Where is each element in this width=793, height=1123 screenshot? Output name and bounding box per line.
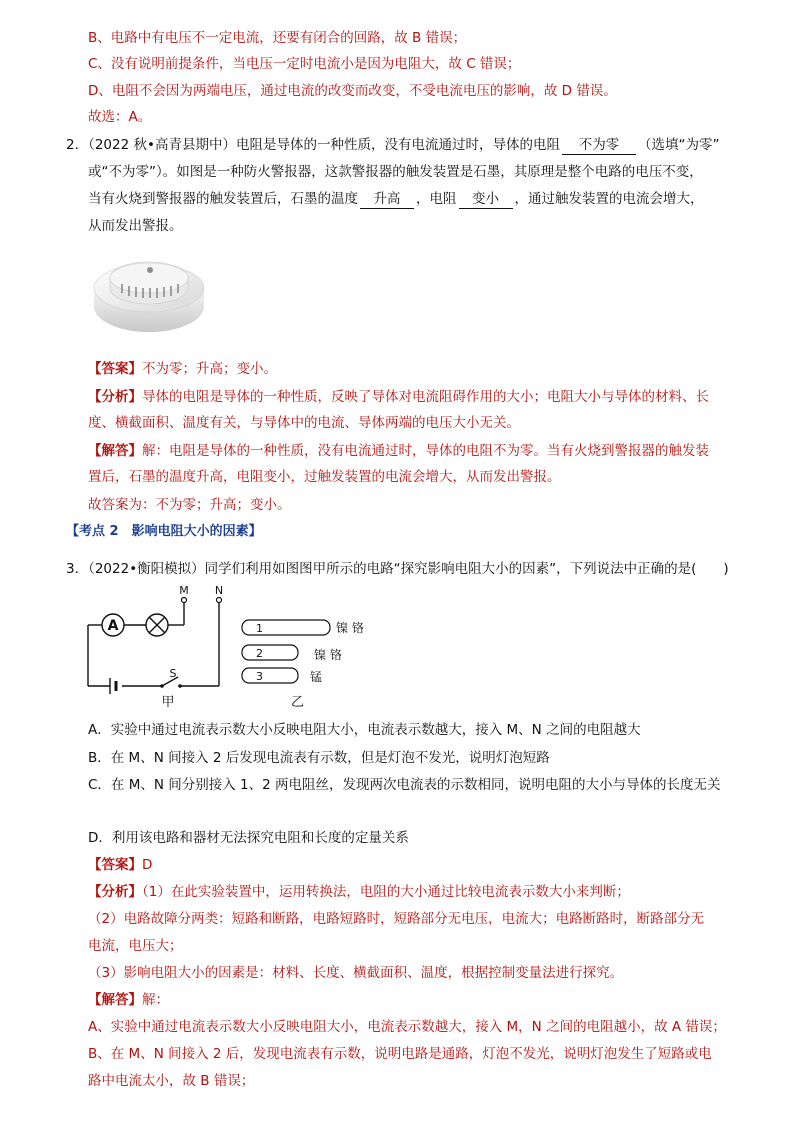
- q3-analysis-line3: 电流，电压大；: [88, 938, 183, 954]
- q2-answer-tag: 【答案】: [88, 361, 142, 377]
- q3-analysis-line4: （3）影响电阻大小的因素是：材料、长度、横截面积、温度，根据控制变量法进行探究。: [88, 965, 624, 981]
- q2-stem-line3: [88, 190, 704, 209]
- q2-analysis-line1: [88, 388, 709, 406]
- q2-stem-line3-mid: ，电阻: [416, 191, 457, 207]
- q3-answer-text: D: [142, 857, 153, 873]
- ammeter-label: A: [107, 618, 119, 634]
- q2-stem-line2: 或“不为零”）。如图是一种防火警报器，这款警报器的触发装置是石墨，其原理是整个电路的电压不变，: [88, 164, 703, 180]
- figure-yi-label: 乙: [291, 695, 305, 710]
- q2-solution-tag: 【解答】: [88, 443, 142, 459]
- q3-analysis-line1: [88, 883, 630, 901]
- q2-stem-line1: [66, 136, 719, 155]
- q3-solution-b2: 路中电流太小，故 B 错误；: [88, 1073, 255, 1089]
- q3-solution-tag: 【解答】: [88, 992, 142, 1008]
- solution-select: 故选：A。: [88, 109, 152, 125]
- q2-blank-2: 升高: [360, 190, 414, 209]
- terminal-m-label: M: [179, 584, 189, 597]
- q3-option-c: C．在 M、N 间分别接入 1、2 两电阻丝，发现两次电流表的示数相同，说明电阻的大小与导体的长度无关: [88, 777, 721, 793]
- q2-answer-text: 不为零；升高；变小。: [142, 361, 277, 377]
- q3-analysis-tag: 【分析】: [88, 884, 142, 900]
- wire-2-number: 2: [256, 647, 263, 660]
- q2-answer: [88, 360, 277, 378]
- circuit-diagram-jia: [80, 584, 250, 708]
- solution-line-b: B、电路中有电压不一定电流，还要有闭合的回路，故 B 错误；: [88, 30, 467, 46]
- q2-stem-line1-pre: 2．（2022 秋•高青县期中）电阻是导体的一种性质，没有电流通过时，导体的电阻: [66, 137, 560, 153]
- q3-analysis-text1: （1）在此实验装置中，运用转换法，电阻的大小通过比较电流表示数大小来判断；: [142, 884, 630, 900]
- terminal-n-label: N: [214, 584, 224, 597]
- section-heading: 【考点 2 影响电阻大小的因素】: [66, 524, 262, 539]
- q3-option-b: B．在 M、N 间接入 2 后发现电流表有示数，但是灯泡不发光，说明灯泡短路: [88, 750, 550, 766]
- q3-answer-tag: 【答案】: [88, 857, 142, 873]
- q3-option-d: D．利用该电路和器材无法探究电阻和长度的定量关系: [88, 830, 409, 846]
- wire-sample-3: [242, 668, 298, 683]
- q3-option-a: A．实验中通过电流表示数大小反映电阻大小，电流表示数越大，接入 M、N 之间的电阻越大: [88, 722, 641, 738]
- wire-sample-2: [242, 645, 298, 660]
- q2-blank-3: 变小: [459, 190, 513, 209]
- q2-analysis-line2: 度、横截面积、温度有关，与导体中的电流、导体两端的电压大小无关。: [88, 415, 520, 431]
- switch-s-label: S: [169, 667, 177, 680]
- q2-solution-line1: [88, 442, 709, 460]
- wire-3-number: 3: [256, 670, 263, 683]
- figure-jia-label: 甲: [161, 695, 175, 708]
- q3-solution-a: A、实验中通过电流表示数大小反映电阻大小，电流表示数越大，接入 M，N 之间的电阻越小，故 A 错误；: [88, 1019, 726, 1035]
- q2-final-answer: 故答案为：不为零；升高；变小。: [88, 497, 291, 513]
- q3-analysis-line2: （2）电路故障分两类：短路和断路，电路短路时，短路部分无电压，电流大；电路断路时，断路部分无: [88, 911, 705, 927]
- solution-line-c: C、没有说明前提条件，当电压一定时电流小是因为电阻大，故 C 错误；: [88, 56, 521, 72]
- q3-solution-b1: B、在 M、N 间接入 2 后，发现电流表有示数，说明电路是通路，灯泡不发光，说明灯泡发生了短路或电: [88, 1046, 712, 1062]
- q2-stem-line3-pre: 当有火烧到警报器的触发装置后，石墨的温度: [88, 191, 358, 207]
- q3-answer: [88, 856, 152, 874]
- wire-1-material: 镍 铬: [336, 621, 364, 635]
- q2-stem-line1-post: （选填“为零”: [637, 137, 720, 153]
- q2-analysis-text1: 导体的电阻是导体的一种性质，反映了导体对电流阻碍作用的大小；电阻大小与导体的材料、长: [142, 389, 709, 405]
- q3-solution-head-text: 解：: [142, 992, 169, 1008]
- q2-solution-line2: 置后，石墨的温度升高，电阻变小，过触发装置的电流会增大，从而发出警报。: [88, 469, 561, 485]
- q2-blank-1: 不为零: [562, 136, 636, 155]
- q3-stem: 3．（2022•衡阳模拟）同学们利用如图图甲所示的电路“探究影响电阻大小的因素”，下列说法中正确的是( ): [66, 561, 729, 577]
- wire-3-material: 锰: [310, 670, 323, 684]
- q2-analysis-tag: 【分析】: [88, 389, 142, 405]
- q2-solution-text1: 解：电阻是导体的一种性质，没有电流通过时，导体的电阻不为零。当有火烧到警报器的触发装: [142, 443, 709, 459]
- wire-1-number: 1: [256, 622, 263, 635]
- wire-2-material: 镍 铬: [314, 648, 342, 662]
- q3-solution-head: [88, 991, 169, 1009]
- resistance-wires-yi: [236, 612, 376, 712]
- q2-stem-line3-post: ，通过触发装置的电流会增大，: [514, 191, 704, 207]
- smoke-detector-image: [90, 248, 208, 340]
- solution-line-d: D、电阻不会因为两端电压，通过电流的改变而改变，不受电流电压的影响，故 D 错误。: [88, 83, 617, 99]
- q2-stem-line4: 从而发出警报。: [88, 218, 183, 234]
